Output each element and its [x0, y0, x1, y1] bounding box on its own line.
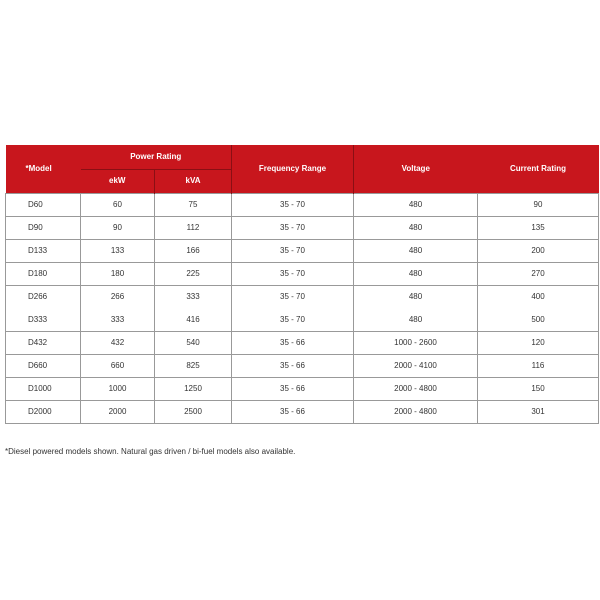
cell-freq: 35 - 66	[232, 378, 354, 401]
cell-kva: 75	[155, 193, 232, 216]
cell-kva: 166	[155, 239, 232, 262]
cell-freq: 35 - 70	[232, 286, 354, 309]
cell-current: 116	[478, 354, 599, 377]
cell-kva: 540	[155, 331, 232, 354]
table-row	[6, 263, 599, 286]
cell-voltage: 480	[354, 193, 478, 216]
cell-freq: 35 - 66	[232, 401, 354, 424]
table-body	[6, 193, 599, 424]
header-current-rating: Current Rating	[478, 145, 599, 193]
cell-freq: 35 - 70	[232, 193, 354, 216]
header-power-rating: Power Rating	[81, 145, 232, 169]
cell-ekw: 180	[81, 263, 155, 286]
cell-current: 400	[478, 286, 599, 309]
header-voltage: Voltage	[354, 145, 478, 193]
cell-ekw: 90	[81, 216, 155, 239]
cell-voltage: 480	[354, 286, 478, 309]
cell-kva: 1250	[155, 378, 232, 401]
cell-freq: 35 - 66	[232, 354, 354, 377]
cell-current: 301	[478, 401, 599, 424]
cell-ekw: 1000	[81, 378, 155, 401]
cell-model: D180	[6, 263, 81, 286]
cell-ekw: 660	[81, 354, 155, 377]
cell-current: 200	[478, 239, 599, 262]
cell-voltage: 480	[354, 216, 478, 239]
cell-kva: 416	[155, 308, 232, 331]
cell-ekw: 2000	[81, 401, 155, 424]
cell-kva: 333	[155, 286, 232, 309]
cell-voltage: 2000 - 4800	[354, 378, 478, 401]
cell-model: D133	[6, 239, 81, 262]
cell-voltage: 1000 - 2600	[354, 331, 478, 354]
cell-ekw: 133	[81, 239, 155, 262]
cell-kva: 225	[155, 263, 232, 286]
header-frequency-range: Frequency Range	[232, 145, 354, 193]
cell-kva: 112	[155, 216, 232, 239]
cell-voltage: 2000 - 4100	[354, 354, 478, 377]
cell-current: 120	[478, 331, 599, 354]
cell-freq: 35 - 70	[232, 239, 354, 262]
cell-freq: 35 - 70	[232, 308, 354, 331]
table-row	[6, 378, 599, 401]
cell-model: D432	[6, 331, 81, 354]
cell-kva: 825	[155, 354, 232, 377]
table-row	[6, 308, 599, 331]
table-row	[6, 286, 599, 309]
cell-model: D266	[6, 286, 81, 309]
table-row	[6, 216, 599, 239]
cell-current: 90	[478, 193, 599, 216]
cell-ekw: 266	[81, 286, 155, 309]
cell-model: D60	[6, 193, 81, 216]
cell-freq: 35 - 70	[232, 216, 354, 239]
cell-model: D2000	[6, 401, 81, 424]
cell-model: D333	[6, 308, 81, 331]
cell-voltage: 2000 - 4800	[354, 401, 478, 424]
generator-spec-table	[5, 145, 599, 424]
header-ekw: ekW	[81, 169, 155, 193]
cell-voltage: 480	[354, 308, 478, 331]
footnote: *Diesel powered models shown. Natural gas driven / bi-fuel models also available.	[5, 447, 296, 456]
cell-freq: 35 - 66	[232, 331, 354, 354]
header-model: *Model	[6, 145, 81, 193]
table-row	[6, 239, 599, 262]
cell-current: 500	[478, 308, 599, 331]
cell-current: 135	[478, 216, 599, 239]
cell-kva: 2500	[155, 401, 232, 424]
cell-model: D90	[6, 216, 81, 239]
cell-ekw: 432	[81, 331, 155, 354]
header-kva: kVA	[155, 169, 232, 193]
cell-ekw: 60	[81, 193, 155, 216]
cell-current: 150	[478, 378, 599, 401]
generator-spec-table-wrapper	[5, 145, 598, 424]
cell-ekw: 333	[81, 308, 155, 331]
cell-voltage: 480	[354, 239, 478, 262]
cell-model: D660	[6, 354, 81, 377]
table-row	[6, 401, 599, 424]
cell-current: 270	[478, 263, 599, 286]
table-row	[6, 331, 599, 354]
table-row	[6, 354, 599, 377]
cell-model: D1000	[6, 378, 81, 401]
cell-voltage: 480	[354, 263, 478, 286]
table-row	[6, 193, 599, 216]
cell-freq: 35 - 70	[232, 263, 354, 286]
